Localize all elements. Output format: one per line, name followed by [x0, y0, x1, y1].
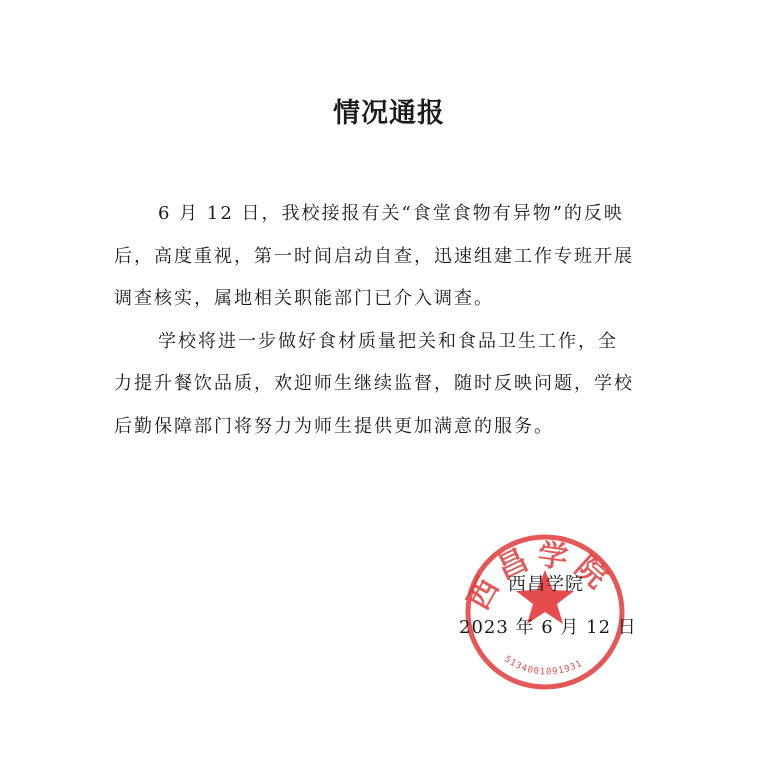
svg-text:5134001091931: 5134001091931: [502, 654, 585, 678]
notice-title: 情况通报: [333, 98, 445, 129]
notice-paragraph-2: 学校将进一步做好食材质量把关和食品卫生工作，全力提升餐饮品质，欢迎师生继续监督，随时反映问题，学校后勤保障部门将努力为师生提供更加满意的服务。: [114, 330, 634, 437]
notice-paragraph-1: 6 月 12 日，我校接报有关“食堂食物有异物”的反映后，高度重视，第一时间启动自查，迅速组建工作专班开展调查核实，属地相关职能部门已介入调查。: [114, 203, 634, 309]
svg-text:西昌学院: 西昌学院: [460, 537, 619, 616]
signature-organization: 西昌学院: [508, 574, 584, 595]
notice-body: [114, 193, 634, 448]
signature-date: 2023 年 6 月 12 日: [459, 617, 637, 638]
